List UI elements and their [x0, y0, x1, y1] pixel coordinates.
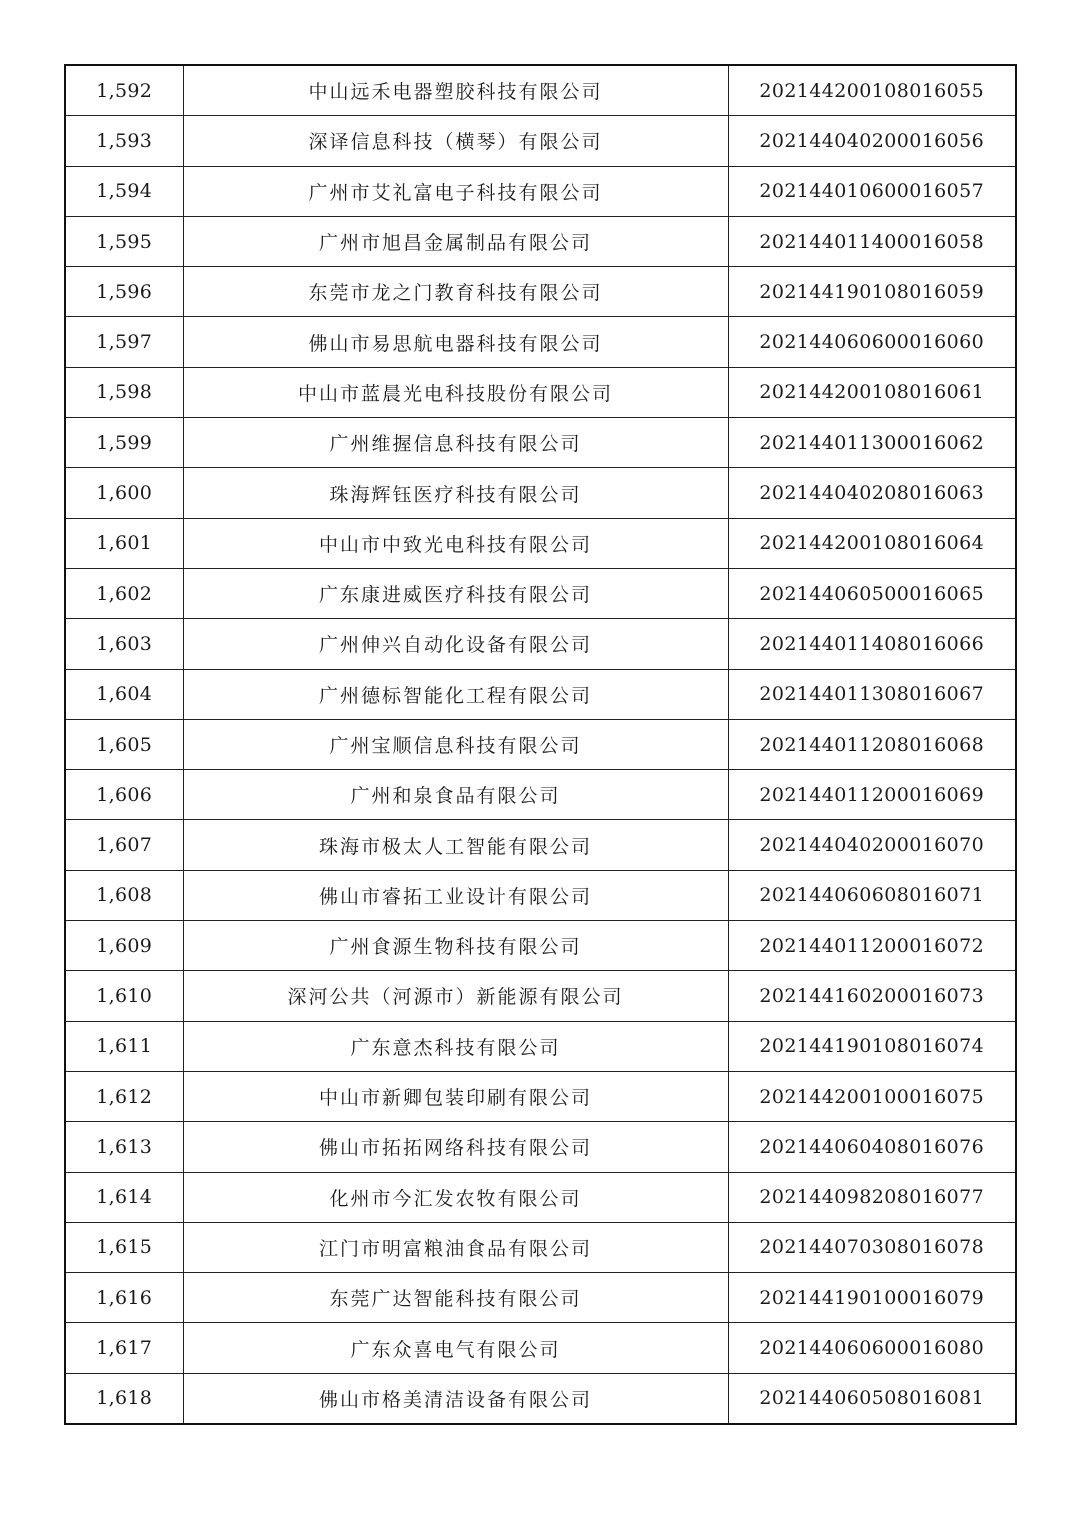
- table-row: [65, 166, 1016, 216]
- row-index: 1,606: [65, 770, 183, 820]
- company-name: 珠海辉钰医疗科技有限公司: [183, 468, 728, 518]
- table-row: [65, 1373, 1016, 1424]
- registration-code: 202144011408016066: [728, 619, 1016, 669]
- row-index: 1,611: [65, 1021, 183, 1071]
- registration-code: 202144160200016073: [728, 971, 1016, 1021]
- registration-code: 202144200100016075: [728, 1071, 1016, 1121]
- row-index: 1,617: [65, 1323, 183, 1373]
- row-index: 1,600: [65, 468, 183, 518]
- table-row: [65, 468, 1016, 518]
- company-name: 广东众喜电气有限公司: [183, 1323, 728, 1373]
- registration-code: 202144200108016061: [728, 367, 1016, 417]
- row-index: 1,594: [65, 166, 183, 216]
- company-name: 佛山市易思航电器科技有限公司: [183, 317, 728, 367]
- company-name: 江门市明富粮油食品有限公司: [183, 1222, 728, 1272]
- table-row: [65, 1071, 1016, 1121]
- row-index: 1,598: [65, 367, 183, 417]
- registration-code: 202144011300016062: [728, 418, 1016, 468]
- registration-code: 202144011308016067: [728, 669, 1016, 719]
- row-index: 1,596: [65, 267, 183, 317]
- company-name: 佛山市拓拓网络科技有限公司: [183, 1122, 728, 1172]
- registration-code: 202144098208016077: [728, 1172, 1016, 1222]
- table-row: [65, 367, 1016, 417]
- registration-code: 202144060508016081: [728, 1373, 1016, 1424]
- registration-code: 202144060500016065: [728, 568, 1016, 618]
- company-name: 广州市旭昌金属制品有限公司: [183, 216, 728, 266]
- registration-code: 202144011400016058: [728, 216, 1016, 266]
- registration-code: 202144060600016080: [728, 1323, 1016, 1373]
- table-row: [65, 770, 1016, 820]
- table-row: [65, 216, 1016, 266]
- table-row: [65, 971, 1016, 1021]
- table-row: [65, 267, 1016, 317]
- table-row: [65, 418, 1016, 468]
- company-name: 佛山市格美清洁设备有限公司: [183, 1373, 728, 1424]
- registration-code: 202144060600016060: [728, 317, 1016, 367]
- registration-code: 202144011200016069: [728, 770, 1016, 820]
- company-name: 广州伸兴自动化设备有限公司: [183, 619, 728, 669]
- table-row: [65, 820, 1016, 870]
- company-name: 佛山市睿拓工业设计有限公司: [183, 870, 728, 920]
- document-page: [64, 64, 1015, 1425]
- row-index: 1,609: [65, 921, 183, 971]
- registration-code: 202144190108016074: [728, 1021, 1016, 1071]
- company-name: 广州维握信息科技有限公司: [183, 418, 728, 468]
- table-row: [65, 921, 1016, 971]
- company-name: 广州德标智能化工程有限公司: [183, 669, 728, 719]
- company-name: 广州宝顺信息科技有限公司: [183, 719, 728, 769]
- company-name: 广州和泉食品有限公司: [183, 770, 728, 820]
- company-name: 中山市新卿包装印刷有限公司: [183, 1071, 728, 1121]
- row-index: 1,602: [65, 568, 183, 618]
- table-row: [65, 1172, 1016, 1222]
- company-name: 广东康进威医疗科技有限公司: [183, 568, 728, 618]
- table-row: [65, 870, 1016, 920]
- registration-code: 202144010600016057: [728, 166, 1016, 216]
- row-index: 1,607: [65, 820, 183, 870]
- table-row: [65, 1323, 1016, 1373]
- company-name: 中山市中致光电科技有限公司: [183, 518, 728, 568]
- row-index: 1,608: [65, 870, 183, 920]
- row-index: 1,605: [65, 719, 183, 769]
- registration-code: 202144190100016079: [728, 1273, 1016, 1323]
- row-index: 1,616: [65, 1273, 183, 1323]
- row-index: 1,618: [65, 1373, 183, 1424]
- registration-code: 202144060608016071: [728, 870, 1016, 920]
- company-name: 化州市今汇发农牧有限公司: [183, 1172, 728, 1222]
- table-row: [65, 1273, 1016, 1323]
- company-name: 珠海市极太人工智能有限公司: [183, 820, 728, 870]
- company-name: 中山远禾电器塑胶科技有限公司: [183, 65, 728, 116]
- table-row: [65, 518, 1016, 568]
- table-row: [65, 669, 1016, 719]
- company-list-table: [64, 64, 1017, 1425]
- row-index: 1,599: [65, 418, 183, 468]
- row-index: 1,615: [65, 1222, 183, 1272]
- table-body: [65, 65, 1016, 1424]
- registration-code: 202144060408016076: [728, 1122, 1016, 1172]
- registration-code: 202144011200016072: [728, 921, 1016, 971]
- company-name: 东莞市龙之门教育科技有限公司: [183, 267, 728, 317]
- company-name: 中山市蓝晨光电科技股份有限公司: [183, 367, 728, 417]
- table-row: [65, 1122, 1016, 1172]
- company-name: 广州食源生物科技有限公司: [183, 921, 728, 971]
- row-index: 1,614: [65, 1172, 183, 1222]
- company-name: 广东意杰科技有限公司: [183, 1021, 728, 1071]
- registration-code: 202144040200016070: [728, 820, 1016, 870]
- company-name: 广州市艾礼富电子科技有限公司: [183, 166, 728, 216]
- row-index: 1,601: [65, 518, 183, 568]
- row-index: 1,603: [65, 619, 183, 669]
- table-row: [65, 619, 1016, 669]
- row-index: 1,593: [65, 116, 183, 166]
- row-index: 1,613: [65, 1122, 183, 1172]
- table-row: [65, 65, 1016, 116]
- row-index: 1,610: [65, 971, 183, 1021]
- table-row: [65, 719, 1016, 769]
- table-row: [65, 116, 1016, 166]
- row-index: 1,595: [65, 216, 183, 266]
- registration-code: 202144200108016064: [728, 518, 1016, 568]
- registration-code: 202144190108016059: [728, 267, 1016, 317]
- registration-code: 202144070308016078: [728, 1222, 1016, 1272]
- table-row: [65, 1021, 1016, 1071]
- row-index: 1,612: [65, 1071, 183, 1121]
- table-row: [65, 317, 1016, 367]
- table-row: [65, 1222, 1016, 1272]
- company-name: 深河公共（河源市）新能源有限公司: [183, 971, 728, 1021]
- row-index: 1,597: [65, 317, 183, 367]
- registration-code: 202144040200016056: [728, 116, 1016, 166]
- row-index: 1,604: [65, 669, 183, 719]
- company-name: 深译信息科技（横琴）有限公司: [183, 116, 728, 166]
- row-index: 1,592: [65, 65, 183, 116]
- registration-code: 202144011208016068: [728, 719, 1016, 769]
- table-row: [65, 568, 1016, 618]
- registration-code: 202144200108016055: [728, 65, 1016, 116]
- registration-code: 202144040208016063: [728, 468, 1016, 518]
- company-name: 东莞广达智能科技有限公司: [183, 1273, 728, 1323]
